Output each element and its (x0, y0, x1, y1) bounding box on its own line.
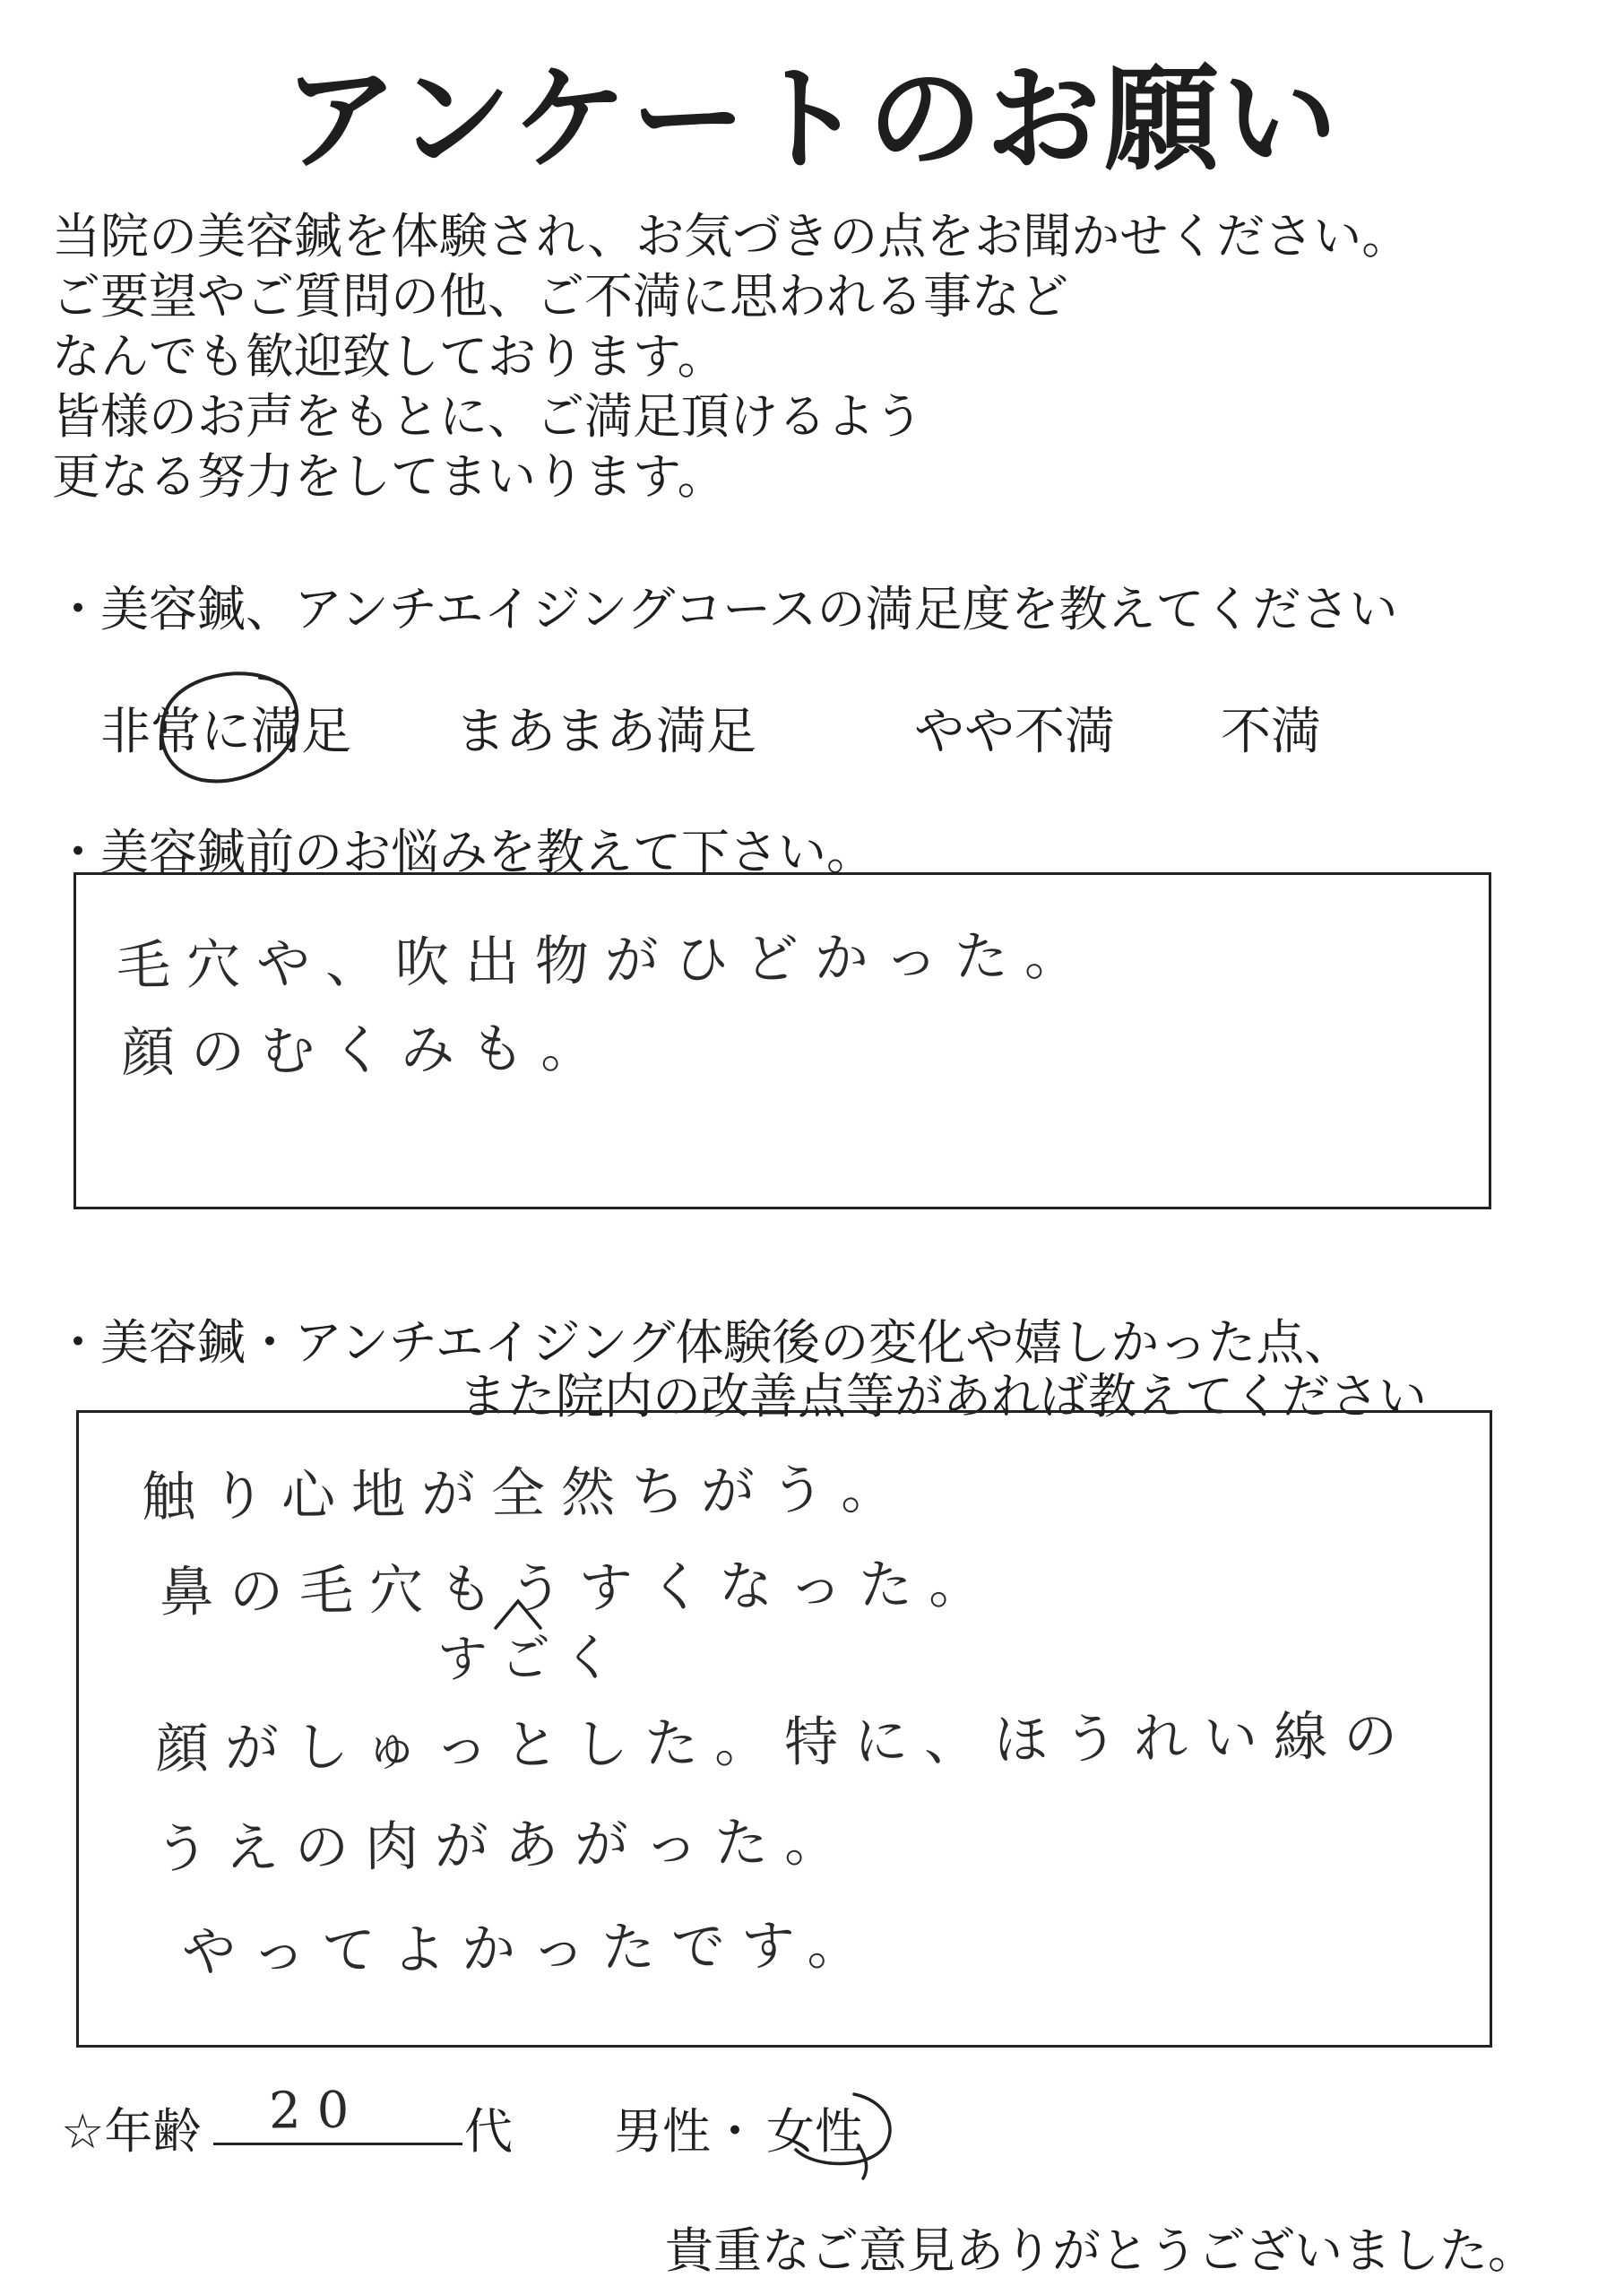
intro-paragraph (52, 206, 1410, 507)
page-title: アンケートのお願い (282, 53, 1342, 186)
intro-line: ご要望やご質問の他、ご不満に思われる事など (52, 268, 1068, 325)
age-value[interactable]: 20 (268, 2081, 366, 2141)
gender-female-option[interactable]: 女性 (766, 2103, 863, 2160)
bullet: ・ (54, 581, 102, 637)
gender-selection-circle-mark (769, 2078, 903, 2186)
q2-answer-box[interactable] (73, 872, 1491, 1209)
age-label: ☆年齢 (61, 2103, 202, 2160)
intro-line: 当院の美容鍼を体験され、お気づきの点をお聞かせください。 (52, 208, 1411, 264)
gender-male-option[interactable]: 男性 (614, 2103, 711, 2160)
gender-separator: ・ (711, 2103, 759, 2160)
q3-answer-insertion: すごく (436, 1628, 626, 1690)
q3-label-text-1: 美容鍼・アンチエイジング体験後の変化や嬉しかった点、 (100, 1314, 1353, 1371)
q2-answer-line: 毛穴や、吹出物がひどかった。 (116, 924, 1095, 998)
age-underline (213, 2143, 462, 2145)
thank-you-message: 貴重なご意見ありがとうございました。 (665, 2222, 1536, 2279)
bullet: ・ (54, 1314, 102, 1371)
insertion-caret-mark (491, 1597, 545, 1632)
q2-label-text: 美容鍼前のお悩みを教えて下さい。 (100, 824, 875, 880)
q2-answer-line: 顔のむくみも。 (120, 1017, 611, 1085)
selection-circle-mark (152, 665, 305, 791)
q3-answer-line: やってよかったです。 (181, 1913, 877, 1985)
q3-answer-line: 触り心地が全然ちがう。 (141, 1458, 911, 1529)
q3-answer-line: 鼻の毛穴もうすくなった。 (159, 1553, 999, 1624)
q3-answer-box[interactable] (76, 1410, 1492, 2048)
q1-option-somewhat-dissatisfied[interactable]: やや不満 (914, 703, 1115, 761)
q3-answer-line: うえの肉があがった。 (154, 1810, 855, 1882)
q3-answer-line: 顔がしゅっとした。特に、ほうれい線の (154, 1704, 1414, 1781)
q1-option-dissatisfied[interactable]: 不満 (1221, 703, 1321, 761)
bullet: ・ (54, 824, 102, 880)
q3-label-line2: また院内の改善点等があれば教えてください (459, 1368, 1427, 1425)
q1-option-somewhat-satisfied[interactable]: まあまあ満足 (455, 703, 756, 761)
q1-label-text: 美容鍼、アンチエイジングコースの満足度を教えてください (100, 581, 1398, 637)
intro-line: なんでも歓迎致しております。 (52, 328, 726, 385)
q1-option-very-satisfied[interactable]: 非常に満足 (100, 703, 351, 761)
age-suffix: 代 (464, 2103, 513, 2160)
q1-label (54, 571, 1397, 640)
intro-line: 更なる努力をしてまいります。 (52, 448, 726, 505)
intro-line: 皆様のお声をもとに、ご満足頂けるよう (52, 388, 923, 445)
